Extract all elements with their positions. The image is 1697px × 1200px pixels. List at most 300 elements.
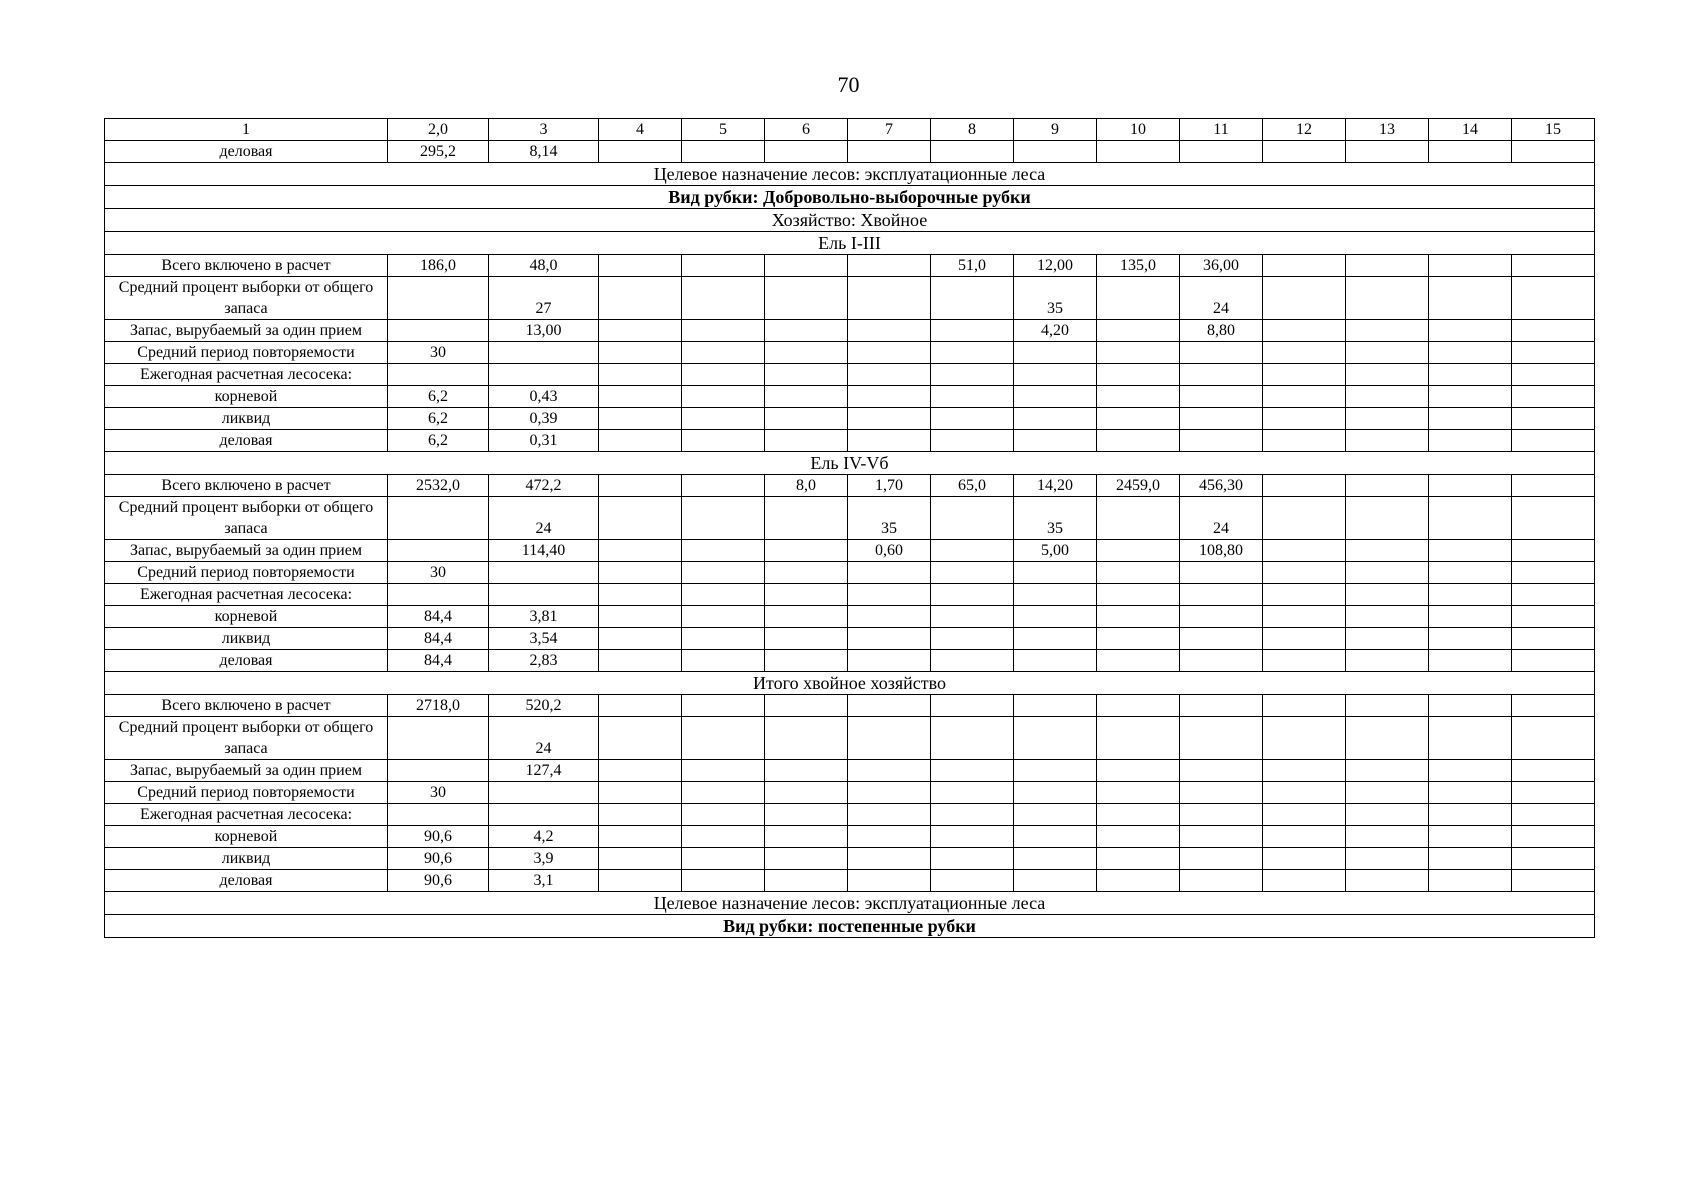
table-cell: 135,0 <box>1097 255 1180 277</box>
table-cell <box>682 584 765 606</box>
table-cell <box>765 430 848 452</box>
table-cell <box>682 475 765 497</box>
table-row <box>105 717 1595 760</box>
table-cell <box>1512 540 1595 562</box>
table-cell <box>1180 342 1263 364</box>
table-cell <box>1097 717 1180 760</box>
table-cell <box>848 277 931 320</box>
row-label: Ежегодная расчетная лесосека: <box>105 804 388 826</box>
column-number-cell: 2,0 <box>388 119 489 141</box>
row-label: деловая <box>105 650 388 672</box>
table-cell <box>1429 760 1512 782</box>
table-cell: 13,00 <box>489 320 599 342</box>
table-cell <box>1429 870 1512 892</box>
table-cell <box>1014 695 1097 717</box>
row-label: ликвид <box>105 628 388 650</box>
table-cell <box>1097 364 1180 386</box>
row-label: Средний процент выборки от общего запаса <box>105 277 388 320</box>
table-cell <box>931 870 1014 892</box>
table-cell <box>1263 540 1346 562</box>
column-number-cell: 12 <box>1263 119 1346 141</box>
table-cell <box>848 584 931 606</box>
table-cell <box>1346 717 1429 760</box>
table-cell <box>1512 848 1595 870</box>
row-label: Запас, вырубаемый за один прием <box>105 320 388 342</box>
table-cell: 14,20 <box>1014 475 1097 497</box>
section-heading-row <box>105 892 1595 915</box>
table-cell <box>765 782 848 804</box>
table-cell <box>1014 760 1097 782</box>
column-number-cell: 8 <box>931 119 1014 141</box>
table-cell <box>1263 650 1346 672</box>
table-cell: 51,0 <box>931 255 1014 277</box>
table-cell <box>682 826 765 848</box>
table-cell <box>599 320 682 342</box>
table-cell <box>1263 782 1346 804</box>
table-cell <box>848 804 931 826</box>
table-cell <box>1346 320 1429 342</box>
table-cell <box>1429 364 1512 386</box>
table-cell: 5,00 <box>1014 540 1097 562</box>
table-cell <box>931 277 1014 320</box>
table-cell: 48,0 <box>489 255 599 277</box>
table-cell: 90,6 <box>388 870 489 892</box>
table-cell <box>1512 804 1595 826</box>
table-cell <box>1346 760 1429 782</box>
table-cell <box>1014 364 1097 386</box>
table-cell <box>1263 848 1346 870</box>
table-row <box>105 562 1595 584</box>
table-cell <box>1512 870 1595 892</box>
table-row <box>105 540 1595 562</box>
column-number-cell: 6 <box>765 119 848 141</box>
table-cell: 6,2 <box>388 386 489 408</box>
table-cell <box>1263 364 1346 386</box>
table-cell: 1,70 <box>848 475 931 497</box>
table-cell <box>765 848 848 870</box>
section-heading: Вид рубки: Добровольно-выборочные рубки <box>105 186 1595 209</box>
table-row <box>105 386 1595 408</box>
table-cell <box>1346 606 1429 628</box>
table-row <box>105 804 1595 826</box>
table-cell <box>388 760 489 782</box>
column-number-cell: 4 <box>599 119 682 141</box>
table-row <box>105 782 1595 804</box>
section-heading-row <box>105 915 1595 938</box>
table-cell <box>1429 497 1512 540</box>
table-cell <box>1346 540 1429 562</box>
page-number: 70 <box>837 72 860 97</box>
table-cell <box>599 695 682 717</box>
table-cell <box>1097 408 1180 430</box>
table-cell <box>931 650 1014 672</box>
column-number-cell: 10 <box>1097 119 1180 141</box>
table-cell <box>1097 628 1180 650</box>
table-cell <box>1014 804 1097 826</box>
table-cell: 3,81 <box>489 606 599 628</box>
table-cell <box>1097 826 1180 848</box>
table-cell <box>848 870 931 892</box>
table-cell <box>1097 141 1180 163</box>
table-cell: 24 <box>489 717 599 760</box>
table-cell <box>1263 277 1346 320</box>
table-row <box>105 628 1595 650</box>
table-cell <box>1512 497 1595 540</box>
table-cell <box>931 606 1014 628</box>
section-heading-row <box>105 163 1595 186</box>
table-cell <box>1180 628 1263 650</box>
table-cell <box>1346 628 1429 650</box>
table-cell <box>765 562 848 584</box>
table-cell <box>1014 870 1097 892</box>
table-cell <box>1512 584 1595 606</box>
section-heading: Итого хвойное хозяйство <box>105 672 1595 695</box>
table-cell: 2532,0 <box>388 475 489 497</box>
table-cell <box>682 497 765 540</box>
table-cell <box>1512 695 1595 717</box>
row-label: Средний период повторяемости <box>105 782 388 804</box>
table-cell <box>1097 804 1180 826</box>
table-cell <box>1097 497 1180 540</box>
table-cell <box>1346 650 1429 672</box>
table-row <box>105 497 1595 540</box>
table-cell: 84,4 <box>388 650 489 672</box>
column-number-row <box>105 119 1595 141</box>
table-cell <box>765 255 848 277</box>
table-cell <box>1180 826 1263 848</box>
table-cell <box>388 804 489 826</box>
table-cell <box>682 760 765 782</box>
table-cell <box>931 364 1014 386</box>
table-row <box>105 430 1595 452</box>
table-cell <box>931 782 1014 804</box>
table-cell: 35 <box>1014 277 1097 320</box>
column-number-cell: 9 <box>1014 119 1097 141</box>
table-cell <box>1429 141 1512 163</box>
table-cell: 36,00 <box>1180 255 1263 277</box>
table-cell <box>1180 584 1263 606</box>
table-cell <box>1263 760 1346 782</box>
table-row <box>105 826 1595 848</box>
table-cell: 8,14 <box>489 141 599 163</box>
table-cell <box>765 320 848 342</box>
table-cell <box>848 430 931 452</box>
table-cell: 186,0 <box>388 255 489 277</box>
table-row <box>105 277 1595 320</box>
table-cell <box>765 606 848 628</box>
table-cell: 2459,0 <box>1097 475 1180 497</box>
table-cell <box>1097 277 1180 320</box>
table-cell <box>848 848 931 870</box>
table-cell <box>848 695 931 717</box>
table-cell <box>1346 255 1429 277</box>
table-cell <box>1263 695 1346 717</box>
table-cell <box>848 606 931 628</box>
table-cell <box>388 277 489 320</box>
table-cell <box>1097 540 1180 562</box>
table-cell <box>682 408 765 430</box>
table-cell <box>682 562 765 584</box>
table-cell <box>1180 386 1263 408</box>
column-number-cell: 11 <box>1180 119 1263 141</box>
table-cell <box>1263 408 1346 430</box>
table-cell <box>388 320 489 342</box>
table-cell <box>1346 848 1429 870</box>
table-cell: 90,6 <box>388 826 489 848</box>
table-cell <box>1429 717 1512 760</box>
table-cell <box>599 364 682 386</box>
table-cell: 35 <box>1014 497 1097 540</box>
table-cell <box>765 386 848 408</box>
table-cell <box>848 342 931 364</box>
table-cell <box>1263 584 1346 606</box>
table-cell <box>489 782 599 804</box>
table-cell <box>599 342 682 364</box>
table-cell <box>388 497 489 540</box>
table-cell <box>599 606 682 628</box>
table-cell <box>1097 695 1180 717</box>
section-heading-row <box>105 209 1595 232</box>
table-cell <box>1346 277 1429 320</box>
table-cell <box>1429 320 1512 342</box>
table-cell <box>848 562 931 584</box>
table-cell <box>682 277 765 320</box>
table-cell <box>599 804 682 826</box>
table-cell <box>1512 364 1595 386</box>
forest-felling-table <box>104 118 1595 938</box>
table-cell <box>1512 475 1595 497</box>
table-cell <box>1097 870 1180 892</box>
table-cell <box>599 717 682 760</box>
table-cell: 0,43 <box>489 386 599 408</box>
table-row <box>105 342 1595 364</box>
table-cell <box>848 760 931 782</box>
table-cell <box>1512 650 1595 672</box>
table-cell <box>931 430 1014 452</box>
table-cell <box>599 277 682 320</box>
table-cell <box>1014 606 1097 628</box>
section-heading-row <box>105 452 1595 475</box>
table-cell <box>1097 386 1180 408</box>
row-label: ликвид <box>105 848 388 870</box>
table-cell <box>599 584 682 606</box>
table-cell <box>1097 562 1180 584</box>
table-cell: 3,1 <box>489 870 599 892</box>
table-row <box>105 584 1595 606</box>
table-cell <box>931 386 1014 408</box>
table-cell <box>848 364 931 386</box>
table-cell: 295,2 <box>388 141 489 163</box>
table-cell <box>682 386 765 408</box>
table-cell <box>765 628 848 650</box>
row-label: корневой <box>105 606 388 628</box>
table-cell <box>489 562 599 584</box>
table-cell <box>1429 408 1512 430</box>
table-cell: 30 <box>388 342 489 364</box>
table-cell <box>1346 364 1429 386</box>
table-cell <box>1346 430 1429 452</box>
table-cell <box>931 760 1014 782</box>
section-heading: Вид рубки: постепенные рубки <box>105 915 1595 938</box>
row-label: Средний процент выборки от общего запаса <box>105 717 388 760</box>
table-cell <box>1346 475 1429 497</box>
table-cell: 114,40 <box>489 540 599 562</box>
table-row <box>105 760 1595 782</box>
table-cell <box>1263 141 1346 163</box>
table-cell <box>1346 408 1429 430</box>
table-cell <box>931 584 1014 606</box>
table-cell: 0,31 <box>489 430 599 452</box>
table-cell <box>1512 782 1595 804</box>
table-cell <box>1180 606 1263 628</box>
table-cell <box>1512 386 1595 408</box>
table-cell: 24 <box>1180 277 1263 320</box>
table-cell <box>1014 408 1097 430</box>
table-cell <box>1512 342 1595 364</box>
table-cell: 520,2 <box>489 695 599 717</box>
table-cell <box>1346 804 1429 826</box>
table-cell <box>489 804 599 826</box>
table-cell: 84,4 <box>388 628 489 650</box>
table-row <box>105 364 1595 386</box>
table-cell <box>1512 826 1595 848</box>
table-cell <box>1346 782 1429 804</box>
table-cell <box>1014 562 1097 584</box>
table-cell <box>1429 848 1512 870</box>
table-cell: 3,54 <box>489 628 599 650</box>
table-cell <box>1097 782 1180 804</box>
column-number-cell: 13 <box>1346 119 1429 141</box>
table-cell <box>388 717 489 760</box>
table-cell <box>1263 386 1346 408</box>
table-cell <box>1180 430 1263 452</box>
table-cell <box>599 562 682 584</box>
table-row <box>105 650 1595 672</box>
table-cell <box>1429 342 1512 364</box>
table-cell <box>1429 430 1512 452</box>
table-row <box>105 695 1595 717</box>
table-cell <box>1263 826 1346 848</box>
table-cell: 0,60 <box>848 540 931 562</box>
table-cell <box>1512 408 1595 430</box>
table-cell <box>1263 430 1346 452</box>
table-cell <box>1180 848 1263 870</box>
table-cell <box>931 141 1014 163</box>
table-cell: 30 <box>388 562 489 584</box>
row-label: Средний процент выборки от общего запаса <box>105 497 388 540</box>
section-heading: Ель IV-Vб <box>105 452 1595 475</box>
table-cell <box>1180 650 1263 672</box>
table-cell: 4,20 <box>1014 320 1097 342</box>
table-cell <box>599 826 682 848</box>
table-cell <box>1429 782 1512 804</box>
row-label: Запас, вырубаемый за один прием <box>105 540 388 562</box>
column-number-cell: 1 <box>105 119 388 141</box>
table-cell <box>1263 606 1346 628</box>
table-cell <box>765 540 848 562</box>
table-cell <box>848 650 931 672</box>
row-label: Всего включено в расчет <box>105 475 388 497</box>
table-cell <box>599 141 682 163</box>
table-cell <box>1429 277 1512 320</box>
table-cell <box>1512 277 1595 320</box>
section-heading: Целевое назначение лесов: эксплуатационные леса <box>105 892 1595 915</box>
section-heading: Хозяйство: Хвойное <box>105 209 1595 232</box>
table-cell <box>1429 584 1512 606</box>
table-cell <box>489 584 599 606</box>
table-cell <box>682 804 765 826</box>
table-cell <box>1512 320 1595 342</box>
table-cell <box>1097 650 1180 672</box>
table-cell: 65,0 <box>931 475 1014 497</box>
table-cell <box>1429 695 1512 717</box>
table-cell <box>1346 584 1429 606</box>
table-cell <box>1263 870 1346 892</box>
row-label: деловая <box>105 870 388 892</box>
table-cell <box>765 717 848 760</box>
table-cell <box>1429 540 1512 562</box>
table-cell <box>931 408 1014 430</box>
table-cell <box>1346 870 1429 892</box>
table-cell <box>1097 760 1180 782</box>
table-cell <box>682 430 765 452</box>
table-cell <box>765 342 848 364</box>
table-cell <box>682 342 765 364</box>
table-cell <box>1263 628 1346 650</box>
table-cell <box>489 342 599 364</box>
table-cell <box>1014 717 1097 760</box>
row-label: деловая <box>105 141 388 163</box>
table-cell <box>1346 342 1429 364</box>
table-cell: 27 <box>489 277 599 320</box>
table-cell <box>599 782 682 804</box>
table-cell <box>599 870 682 892</box>
table-cell <box>765 870 848 892</box>
row-label: корневой <box>105 826 388 848</box>
row-label: Всего включено в расчет <box>105 255 388 277</box>
section-heading-row <box>105 232 1595 255</box>
row-label: Запас, вырубаемый за один прием <box>105 760 388 782</box>
table-cell <box>1512 717 1595 760</box>
table-cell <box>1429 628 1512 650</box>
table-cell <box>1097 584 1180 606</box>
table-cell <box>765 584 848 606</box>
table-cell: 127,4 <box>489 760 599 782</box>
table-cell: 8,80 <box>1180 320 1263 342</box>
row-label: ликвид <box>105 408 388 430</box>
section-heading-row <box>105 186 1595 209</box>
table-cell <box>931 342 1014 364</box>
table-cell <box>599 430 682 452</box>
table-cell <box>1014 584 1097 606</box>
table-cell <box>388 540 489 562</box>
table-cell <box>765 141 848 163</box>
table-cell <box>1263 320 1346 342</box>
table-cell <box>1180 804 1263 826</box>
table-cell <box>848 141 931 163</box>
section-heading: Целевое назначение лесов: эксплуатационные леса <box>105 163 1595 186</box>
table-cell: 4,2 <box>489 826 599 848</box>
table-cell <box>1180 695 1263 717</box>
table-cell <box>1429 650 1512 672</box>
table-cell <box>1512 606 1595 628</box>
table-cell <box>388 584 489 606</box>
table-cell <box>682 141 765 163</box>
table-cell <box>1180 562 1263 584</box>
table-cell <box>1346 386 1429 408</box>
table-cell <box>931 562 1014 584</box>
table-cell <box>1180 870 1263 892</box>
